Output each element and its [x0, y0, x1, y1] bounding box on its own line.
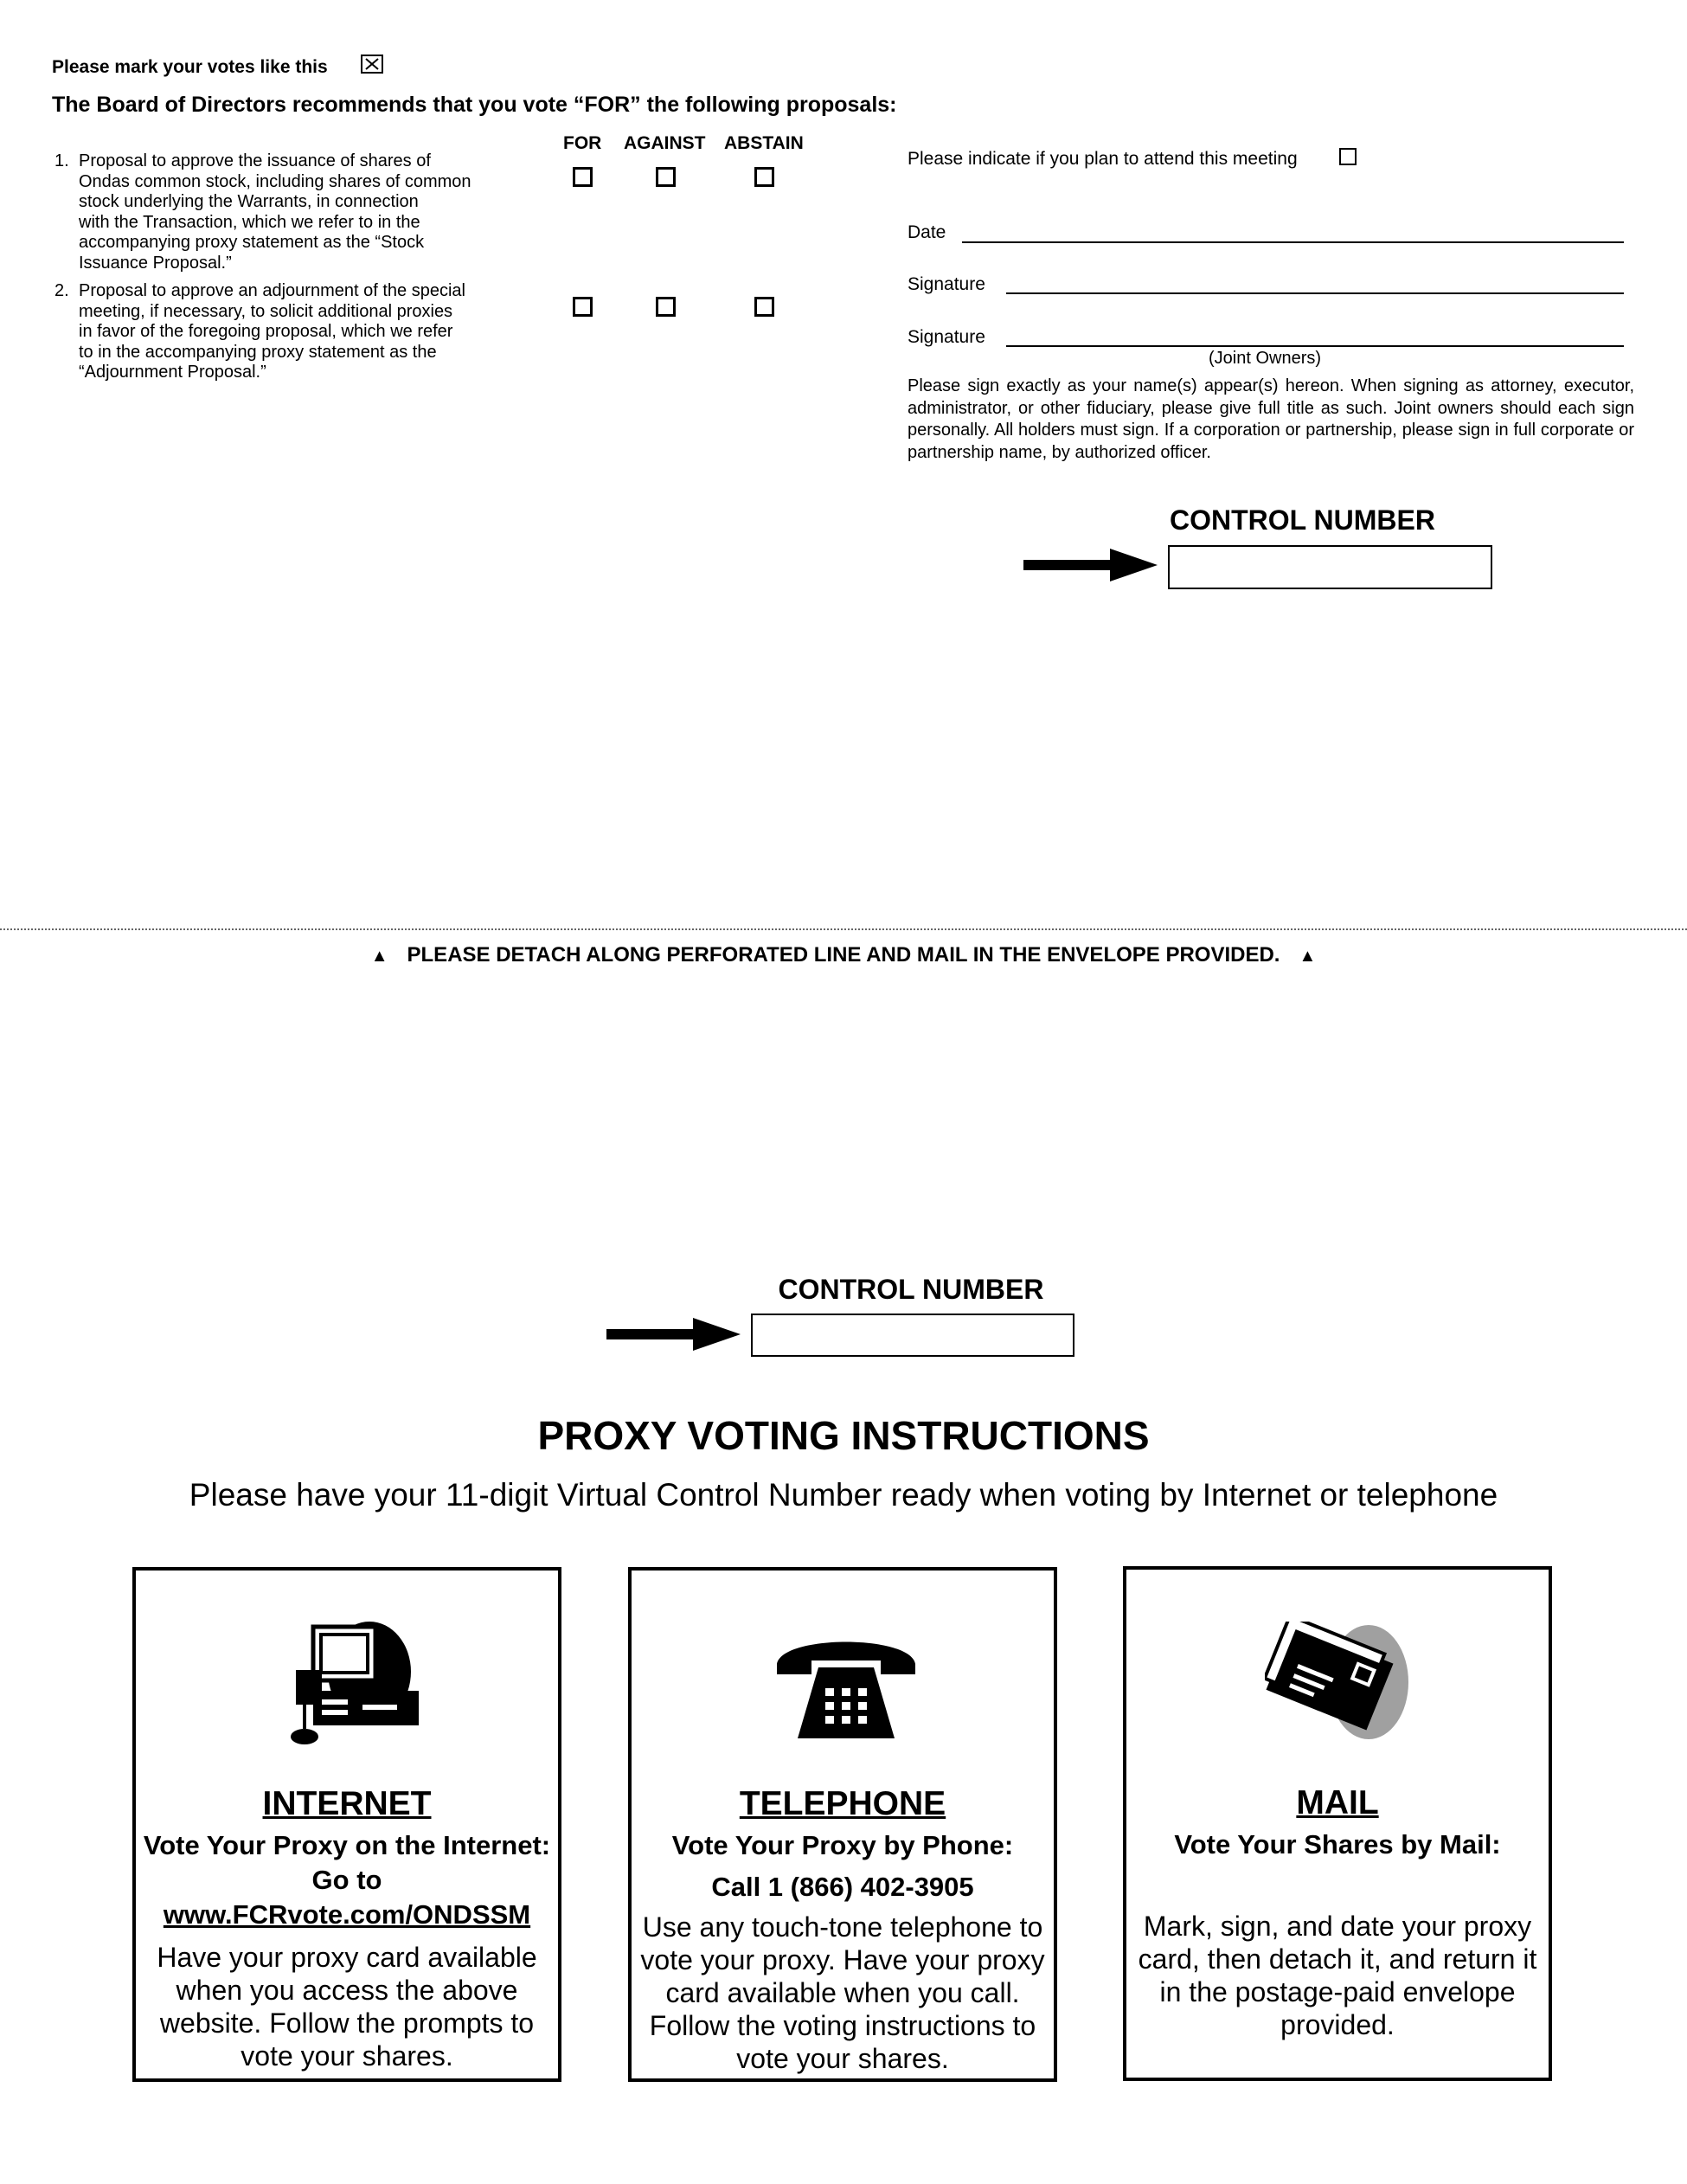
telephone-instructions: Use any touch-tone telephone to vote your proxy. Have your proxy card available when you call. Follow the voting instructions to vote your shares.: [640, 1911, 1045, 2074]
signature-label-2: Signature: [908, 327, 985, 347]
telephone-number: Call 1 (866) 402-3905: [711, 1872, 974, 1902]
instructions-title: PROXY VOTING INSTRUCTIONS: [537, 1413, 1150, 1458]
proposal-1-abstain-checkbox[interactable]: [754, 167, 774, 187]
proposal-2-abstain-checkbox[interactable]: [754, 297, 774, 317]
control-number-field-bottom[interactable]: [751, 1314, 1074, 1357]
attend-meeting-checkbox[interactable]: [1339, 148, 1357, 165]
telephone-title: TELEPHONE: [739, 1785, 946, 1822]
envelope-icon: [1265, 1622, 1412, 1747]
mark-votes-label: Please mark your votes like this: [52, 57, 328, 77]
internet-method-box: [132, 1567, 561, 2082]
control-number-label-top: CONTROL NUMBER: [1170, 504, 1435, 536]
column-for: FOR: [563, 133, 602, 153]
computer-icon: [283, 1618, 421, 1752]
mail-method-box: [1123, 1566, 1552, 2081]
signature-label-1: Signature: [908, 274, 985, 294]
proposal-2-for-checkbox[interactable]: [573, 297, 593, 317]
mail-title: MAIL: [1296, 1784, 1379, 1821]
control-number-field-top[interactable]: [1168, 545, 1492, 589]
proposal-2-number: 2.: [55, 281, 69, 300]
arrow-right-icon: [606, 1316, 741, 1357]
arrow-right-icon: [1023, 547, 1158, 588]
telephone-line1: Vote Your Proxy by Phone:: [671, 1830, 1014, 1860]
proposal-1-number: 1.: [55, 151, 69, 170]
internet-title: INTERNET: [262, 1785, 432, 1822]
internet-instructions: Have your proxy card available when you access the above website. Follow the prompts to vote your shares.: [157, 1942, 537, 2072]
mail-line1: Vote Your Shares by Mail:: [1174, 1829, 1501, 1860]
attend-meeting-label: Please indicate if you plan to attend this meeting: [908, 149, 1298, 169]
signature-field-1[interactable]: [1006, 292, 1624, 294]
date-label: Date: [908, 222, 946, 242]
proposal-1-for-checkbox[interactable]: [573, 167, 593, 187]
column-abstain: ABSTAIN: [724, 133, 804, 153]
internet-url-link[interactable]: www.FCRvote.com/ONDSSM: [163, 1899, 531, 1930]
mail-instructions: Mark, sign, and date your proxy card, then detach it, and return it in the postage-paid envelope provided.: [1138, 1911, 1537, 2040]
sign-instructions: Please sign exactly as your name(s) appear(s) hereon. When signing as attorney, executor, administrator, or other fiduciary, please give full title as such. Joint owners should each sign personally. All holders must sign. If a corporation or partnership, please sign in full corporate or partnership name, by authorized officer.: [908, 376, 1634, 462]
proposal-2-text: Proposal to approve an adjournment of the special meeting, if necessary, to solicit additional proxies in favor of the foregoing proposal, which we refer to in the accompanying proxy statement as the “Adjournment Proposal.”: [79, 281, 465, 382]
detach-notice: ▲ PLEASE DETACH ALONG PERFORATED LINE AND MAIL IN THE ENVELOPE PROVIDED. ▲: [370, 943, 1317, 967]
instructions-subtitle: Please have your 11-digit Virtual Control Number ready when voting by Internet or telephone: [189, 1477, 1498, 1513]
board-recommendation: The Board of Directors recommends that you vote “FOR” the following proposals:: [52, 93, 897, 117]
internet-line2: Go to: [311, 1865, 382, 1895]
proposal-1-text: Proposal to approve the issuance of shares of Ondas common stock, including shares of common stock underlying the Warrants, in connection with the Transaction, which we refer to in the accompanying proxy statement as the “Stock Issuance Proposal.”: [79, 151, 471, 273]
perforation-line: [0, 928, 1687, 930]
proposal-1-against-checkbox[interactable]: [656, 167, 676, 187]
up-triangle-icon: ▲: [370, 947, 388, 966]
internet-line1: Vote Your Proxy on the Internet:: [143, 1830, 551, 1860]
telephone-method-box: [628, 1567, 1057, 2082]
column-against: AGAINST: [624, 133, 706, 153]
sample-mark-x-icon: [361, 55, 383, 74]
signature-field-2[interactable]: [1006, 345, 1624, 347]
joint-owners-label: (Joint Owners): [1209, 349, 1322, 368]
telephone-icon: [773, 1629, 919, 1746]
date-field[interactable]: [962, 241, 1624, 243]
up-triangle-icon: ▲: [1299, 947, 1317, 966]
proposal-2-against-checkbox[interactable]: [656, 297, 676, 317]
control-number-label-bottom: CONTROL NUMBER: [778, 1274, 1044, 1305]
